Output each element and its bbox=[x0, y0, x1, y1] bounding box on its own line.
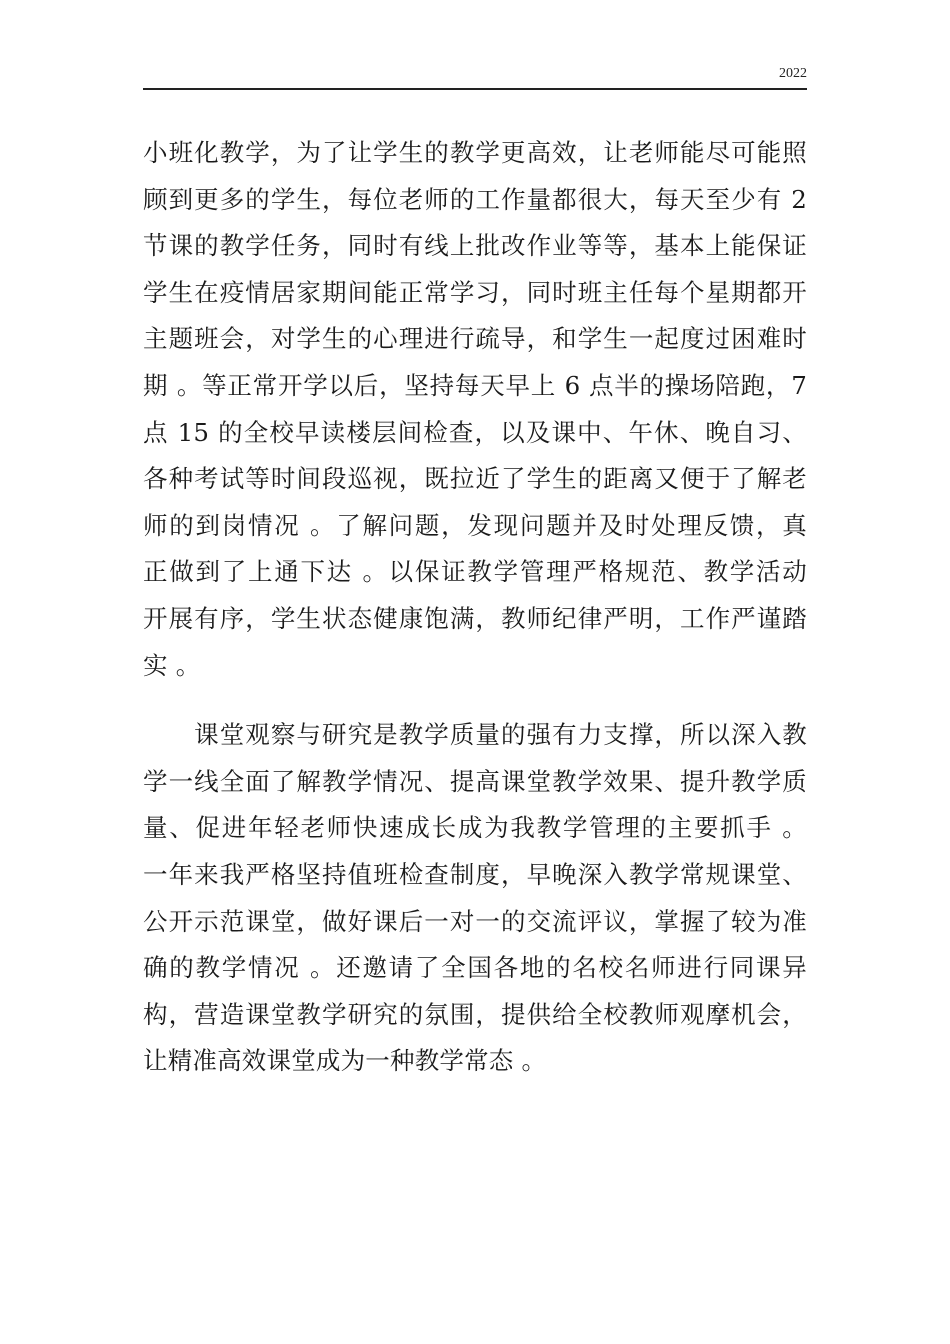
text-line: 开展有序，学生状态健康饱满，教师纪律严明，工作严谨踏 bbox=[143, 603, 807, 633]
text-line: 构，营造课堂教学研究的氛围，提供给全校教师观摩机会， bbox=[143, 999, 807, 1029]
paragraph-gap bbox=[143, 689, 807, 712]
text-line: 节课的教学任务，同时有线上批改作业等等，基本上能保证 bbox=[143, 231, 807, 261]
body-text bbox=[143, 130, 807, 1085]
text-line: 课堂观察与研究是教学质量的强有力支撑，所以深入教 bbox=[143, 720, 807, 750]
text-line: 学生在疫情居家期间能正常学习，同时班主任每个星期都开 bbox=[143, 277, 807, 307]
page-header bbox=[143, 60, 807, 90]
text-line: 让精准高效课堂成为一种教学常态 。 bbox=[143, 1046, 547, 1076]
text-line: 点 15 的全校早读楼层间检查，以及课中、午休、晚自习、 bbox=[143, 417, 807, 447]
text-line: 正做到了上通下达 。以保证教学管理严格规范、教学活动 bbox=[143, 557, 807, 587]
paragraph-1 bbox=[143, 130, 807, 689]
text-line: 期 。等正常开学以后，坚持每天早上 6 点半的操场陪跑，7 bbox=[143, 370, 807, 400]
text-line: 顾到更多的学生，每位老师的工作量都很大，每天至少有 2 bbox=[143, 184, 807, 214]
paragraph-2 bbox=[143, 712, 807, 1085]
text-line: 确的教学情况 。还邀请了全国各地的名校名师进行同课异 bbox=[143, 953, 807, 983]
text-line: 学一线全面了解教学情况、提高课堂教学效果、提升教学质 bbox=[143, 766, 807, 796]
text-line: 主题班会，对学生的心理进行疏导，和学生一起度过困难时 bbox=[143, 324, 807, 354]
text-line: 师的到岗情况 。了解问题，发现问题并及时处理反馈，真 bbox=[143, 510, 807, 540]
text-line: 实 。 bbox=[143, 650, 201, 680]
text-line: 各种考试等时间段巡视，既拉近了学生的距离又便于了解老 bbox=[143, 464, 807, 494]
text-line: 量、促进年轻老师快速成长成为我教学管理的主要抓手 。 bbox=[143, 813, 807, 843]
header-year: 2022 bbox=[779, 66, 807, 81]
text-line: 一年来我严格坚持值班检查制度，早晚深入教学常规课堂、 bbox=[143, 859, 807, 889]
text-line: 公开示范课堂，做好课后一对一的交流评议，掌握了较为准 bbox=[143, 906, 807, 936]
text-line: 小班化教学，为了让学生的教学更高效，让老师能尽可能照 bbox=[143, 138, 807, 167]
